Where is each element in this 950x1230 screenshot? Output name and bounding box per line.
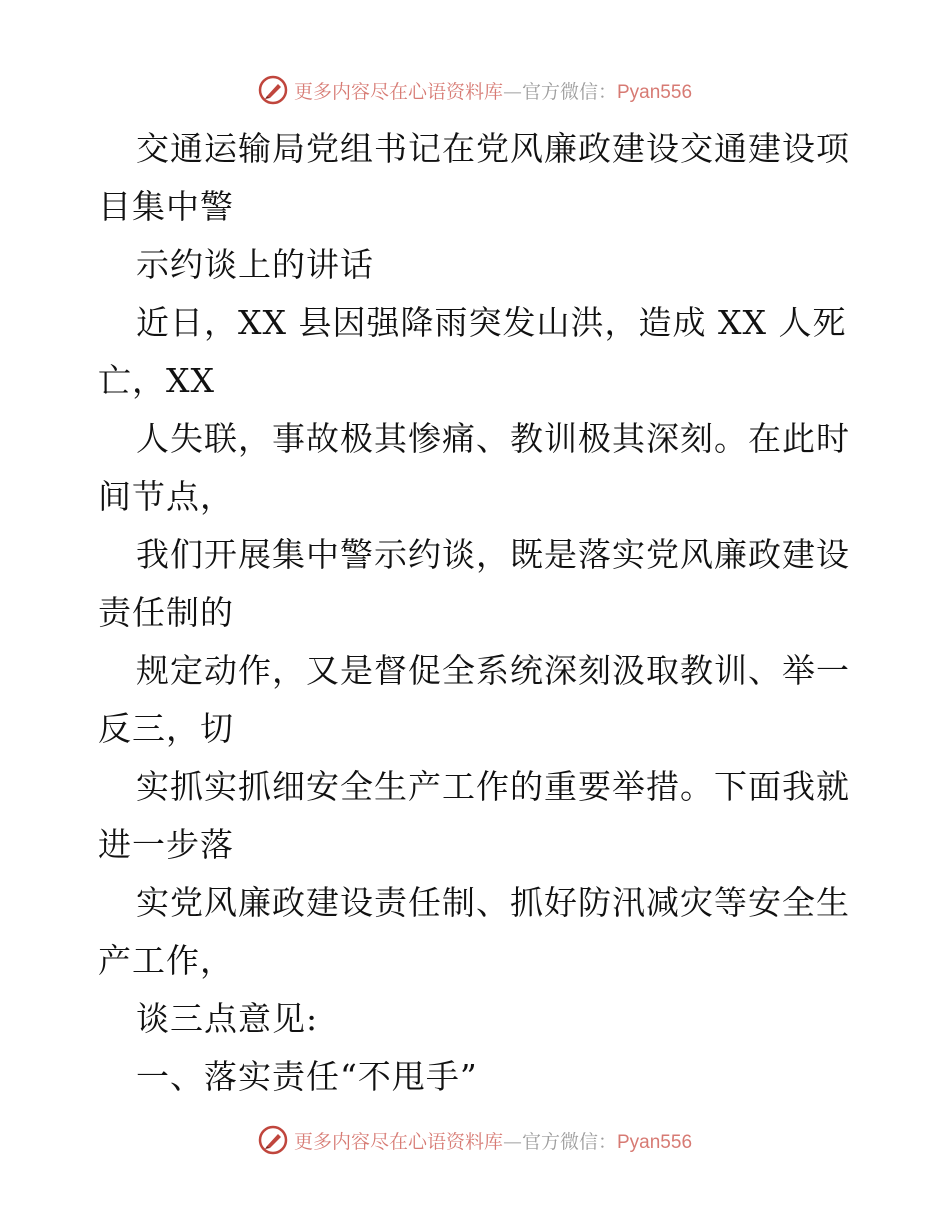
pen-logo-icon <box>258 1125 288 1155</box>
paragraph-line: 进一步落 <box>98 825 234 864</box>
paragraph-line: 实抓实抓细安全生产工作的重要举措。下面我就 <box>136 767 850 806</box>
paragraph-line: 产工作， <box>98 941 234 980</box>
document-body <box>98 120 858 1106</box>
paragraph-line: 间节点， <box>98 477 234 516</box>
paragraph-line: 反三，切 <box>98 709 234 748</box>
footer-watermark-banner <box>0 1120 950 1160</box>
section-heading: 一、落实责任“不甩手” <box>136 1057 478 1096</box>
paragraph-line: 谈三点意见: <box>136 999 319 1038</box>
paragraph-line: 亡，XX <box>98 361 215 400</box>
paragraph-line: 责任制的 <box>98 593 234 632</box>
paragraph-line: 实党风廉政建设责任制、抓好防汛减灾等安全生 <box>136 883 850 922</box>
paragraph-line: 人失联，事故极其惨痛、教训极其深刻。在此时 <box>136 419 850 458</box>
paragraph-line: 近日，XX 县因强降雨突发山洪，造成 XX 人死 <box>136 303 847 342</box>
title-line-3: 示约谈上的讲话 <box>136 245 374 284</box>
title-line-2: 目集中警 <box>98 187 234 226</box>
header-watermark-banner <box>0 70 950 110</box>
watermark-text: 更多内容尽在心语资料库—官方微信：Pyan556 <box>293 1130 693 1153</box>
paragraph-line: 规定动作，又是督促全系统深刻汲取教训、举一 <box>136 651 850 690</box>
pen-logo-icon <box>258 75 288 105</box>
watermark-text: 更多内容尽在心语资料库—官方微信：Pyan556 <box>293 80 693 103</box>
paragraph-line: 我们开展集中警示约谈，既是落实党风廉政建设 <box>136 535 850 574</box>
title-line-1: 交通运输局党组书记在党风廉政建设交通建设项 <box>136 129 850 168</box>
